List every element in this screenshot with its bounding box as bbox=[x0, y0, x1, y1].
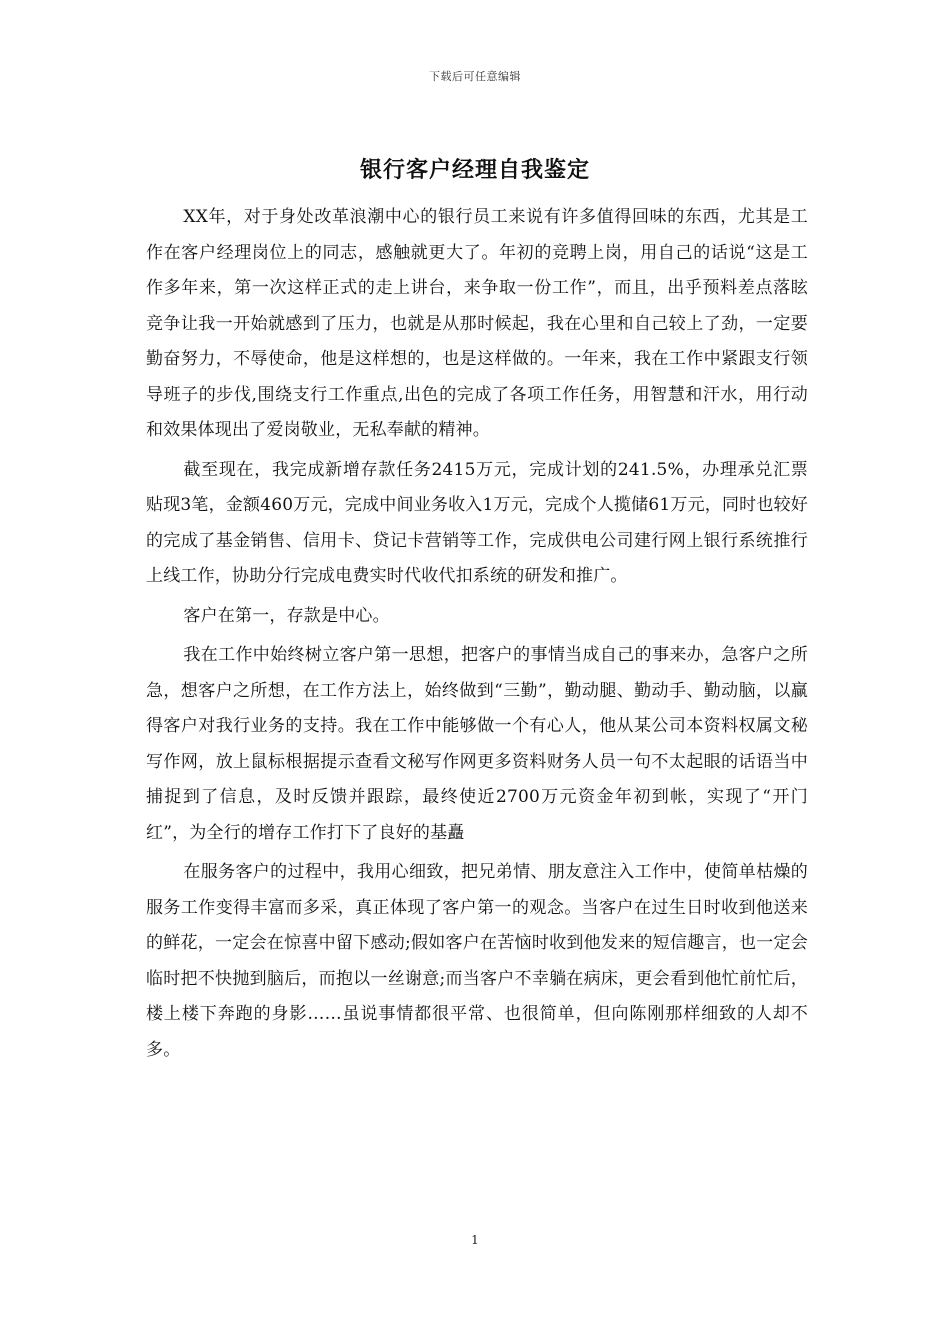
page-number: 1 bbox=[471, 1233, 479, 1247]
paragraph-achievements: 截至现在，我完成新增存款任务2415万元，完成计划的241.5%，办理承兑汇票贴现3笔，金额460万元，完成中间业务收入1万元，完成个人揽储61万元，同时也较好的完成了基金销售、信用卡、贷记卡营销等工作，完成供电公司建行网上银行系统推行上线工作，协助分行完成电费实时代收代扣系统的研发和推广。 bbox=[146, 459, 808, 586]
document-title: 银行客户经理自我鉴定 bbox=[359, 157, 590, 183]
paragraph-customer-first: 我在工作中始终树立客户第一思想，把客户的事情当成自己的事来办，急客户之所急，想客户之所想，在工作方法上，始终做到“三勤”，勤动腿、勤动手、勤动脑，以赢得客户对我行业务的支持。我在工作中能够做一个有心人，他从某公司本资料权属文秘写作网，放上鼠标根据提示查看文秘写作网更多资料财务人员一句不太起眼的话语当中捕捉到了信息，及时反馈并跟踪，最终使近2700万元资金年初到帐，实现了“开门红”，为全行的增存工作打下了良好的基矗 bbox=[146, 645, 808, 843]
paragraph-intro: XX年，对于身处改革浪潮中心的银行员工来说有许多值得回味的东西，尤其是工作在客户经理岗位上的同志，感触就更大了。年初的竞聘上岗，用自己的话说“这是工作多年来，第一次这样正式的走上讲台，来争取一份工作”，而且，出乎预料差点落眩竞争让我一开始就感到了压力，也就是从那时候起，我在心里和自己较上了劲，一定要勤奋努力，不辱使命，他是这样想的，也是这样做的。一年来，我在工作中紧跟支行领导班子的步伐,围绕支行工作重点,出色的完成了各项工作任务，用智慧和汗水，用行动和效果体现出了爱岗敬业，无私奉献的精神。 bbox=[146, 207, 808, 440]
paragraph-service: 在服务客户的过程中，我用心细致，把兄弟情、朋友意注入工作中，使简单枯燥的服务工作变得丰富而多采，真正体现了客户第一的观念。当客户在过生日时收到他送来的鲜花，一定会在惊喜中留下感动;假如客户在苦恼时收到他发来的短信趣言，也一定会临时把不快抛到脑后，而抱以一丝谢意;而当客户不幸躺在病床，更会看到他忙前忙后，楼上楼下奔跑的身影……虽说事情都很平常、也很简单，但向陈刚那样细致的人却不多。 bbox=[146, 862, 808, 1060]
document-body bbox=[146, 200, 808, 1072]
header-note: 下载后可任意编辑 bbox=[429, 70, 521, 83]
paragraph-heading-customer-first: 客户在第一，存款是中心。 bbox=[183, 605, 390, 626]
